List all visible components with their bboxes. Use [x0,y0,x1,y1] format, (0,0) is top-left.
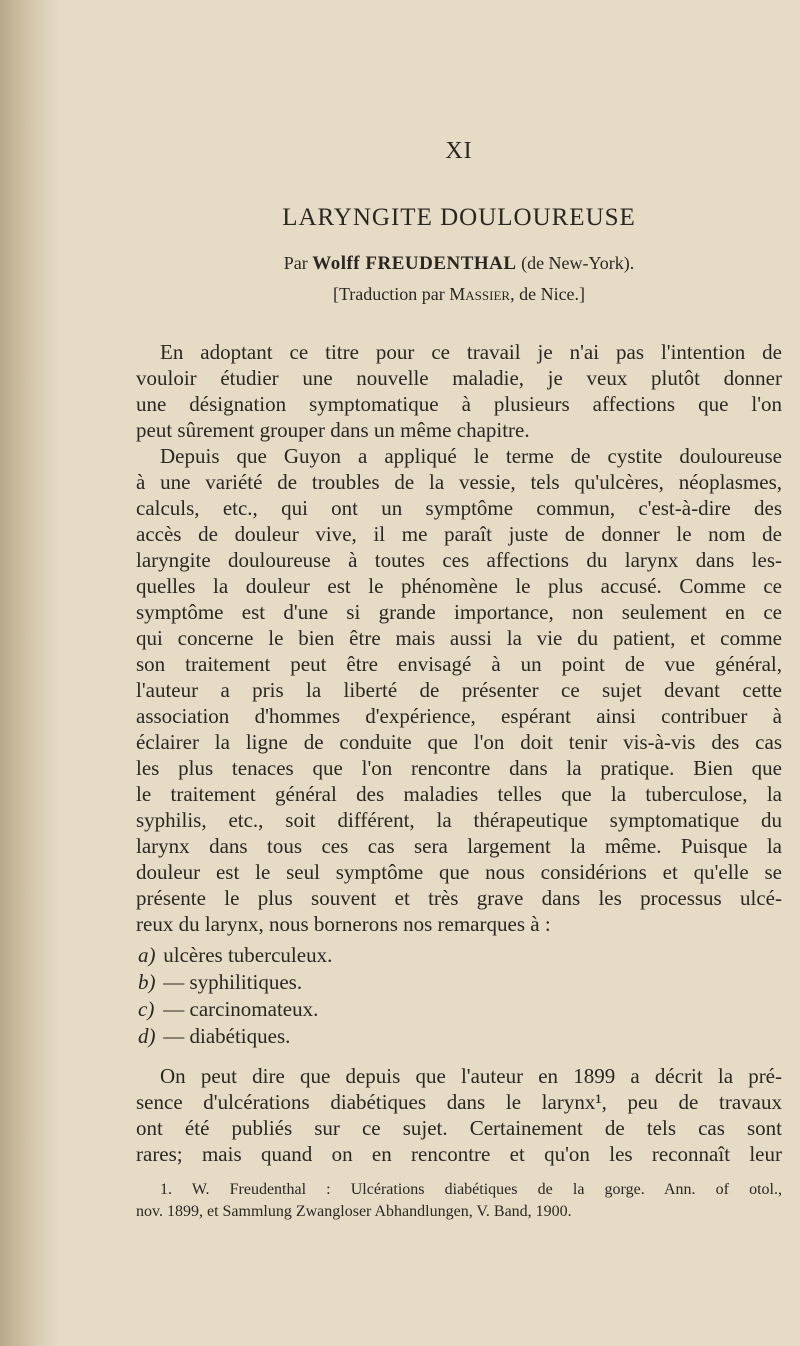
list-text: ulcères tuberculeux. [163,943,333,967]
paragraph-2-line: le traitement général des maladies telles que la tuberculose, la [136,782,782,806]
paragraph-2-line: association d'hommes d'expérience, espérant ainsi contribuer à [136,704,782,728]
paragraph-1-line: une désignation symptomatique à plusieurs affections que l'on [136,392,782,416]
paragraph-2-line: éclairer la ligne de conduite que l'on doit tenir vis-à-vis des cas [136,730,782,754]
list-letter: a) [138,943,156,967]
translation-prefix: [Traduction par [332,284,445,304]
paragraph-3-line: rares; mais quand on en rencontre et qu'on les reconnaît leur [136,1142,782,1166]
footnote-line: 1. W. Freudenthal : Ulcérations diabétiques de la gorge. Ann. of otol., [160,1181,782,1198]
author-name: Wolff FREUDENTHAL [312,253,517,274]
author-location: (de New-York). [521,253,635,273]
paragraph-1-line: En adoptant ce titre pour ce travail je n'ai pas l'intention de [160,340,782,364]
paragraph-2-line: douleur est le seul symptôme que nous considérions et qu'elle se [136,860,782,884]
chapter-number: XI [445,138,473,164]
list-text: — syphilitiques. [163,970,303,994]
paragraph-2-line: qui concerne le bien être mais aussi la vie du patient, et comme [136,626,782,650]
list-item [138,969,784,995]
paragraph-2-line: quelles la douleur est le phénomène le plus accusé. Comme ce [136,574,782,598]
list-item [138,1023,784,1049]
paragraph-2-line: syphilis, etc., soit différent, la thérapeutique symptomatique du [136,808,782,832]
paragraph-1-line: peut sûrement grouper dans un même chapitre. [136,418,530,442]
list-letter: c) [138,997,155,1021]
list-item [138,996,784,1022]
chapter-title: LARYNGITE DOULOUREUSE [282,204,636,231]
paragraph-3-line: sence d'ulcérations diabétiques dans le larynx¹, peu de travaux [136,1090,782,1114]
paragraph-2-line: laryngite douloureuse à toutes ces affections du larynx dans les- [136,548,782,572]
paragraph-2-line: son traitement peut être envisagé à un point de vue général, [136,652,782,676]
list-letter: d) [138,1024,156,1048]
byline-prefix: Par [283,253,308,273]
list-item [138,942,784,968]
paragraph-1-line: vouloir étudier une nouvelle maladie, je veux plutôt donner [136,366,782,390]
byline [136,253,782,275]
paragraph-3-line: ont été publiés sur ce sujet. Certainement de tels cas sont [136,1116,782,1140]
paragraph-2-line: présente le plus souvent et très grave dans les processus ulcé- [136,886,782,910]
translation-suffix: , de Nice.] [510,284,586,304]
paragraph-2-line: à une variété de troubles de la vessie, tels qu'ulcères, néoplasmes, [136,470,782,494]
paragraph-2-line: l'auteur a pris la liberté de présenter ce sujet devant cette [136,678,782,702]
translation-credit [136,284,782,305]
list-letter: b) [138,970,156,994]
paragraph-2-line: Depuis que Guyon a appliqué le terme de cystite douloureuse [160,444,782,468]
paragraph-2-line: larynx dans tous ces cas sera largement la même. Puisque la [136,834,782,858]
paragraph-2-line: symptôme est d'une si grande importance, non seulement en ce [136,600,782,624]
list-text: — diabétiques. [163,1024,291,1048]
paragraph-2-line: reux du larynx, nous bornerons nos remarques à : [136,912,551,936]
list-text: — carcinomateux. [163,997,319,1021]
paragraph-2-line: calculs, etc., qui ont un symptôme commun, c'est-à-dire des [136,496,782,520]
translator-name: Massier [449,284,511,304]
book-page [136,0,782,1346]
book-spine-shadow [0,0,60,1346]
paragraph-2-line: accès de douleur vive, il me paraît juste de donner le nom de [136,522,782,546]
paragraph-2-line: les plus tenaces que l'on rencontre dans la pratique. Bien que [136,756,782,780]
paragraph-3-line: On peut dire que depuis que l'auteur en 1899 a décrit la pré- [160,1064,782,1088]
footnote-line: nov. 1899, et Sammlung Zwangloser Abhandlungen, V. Band, 1900. [136,1203,572,1220]
